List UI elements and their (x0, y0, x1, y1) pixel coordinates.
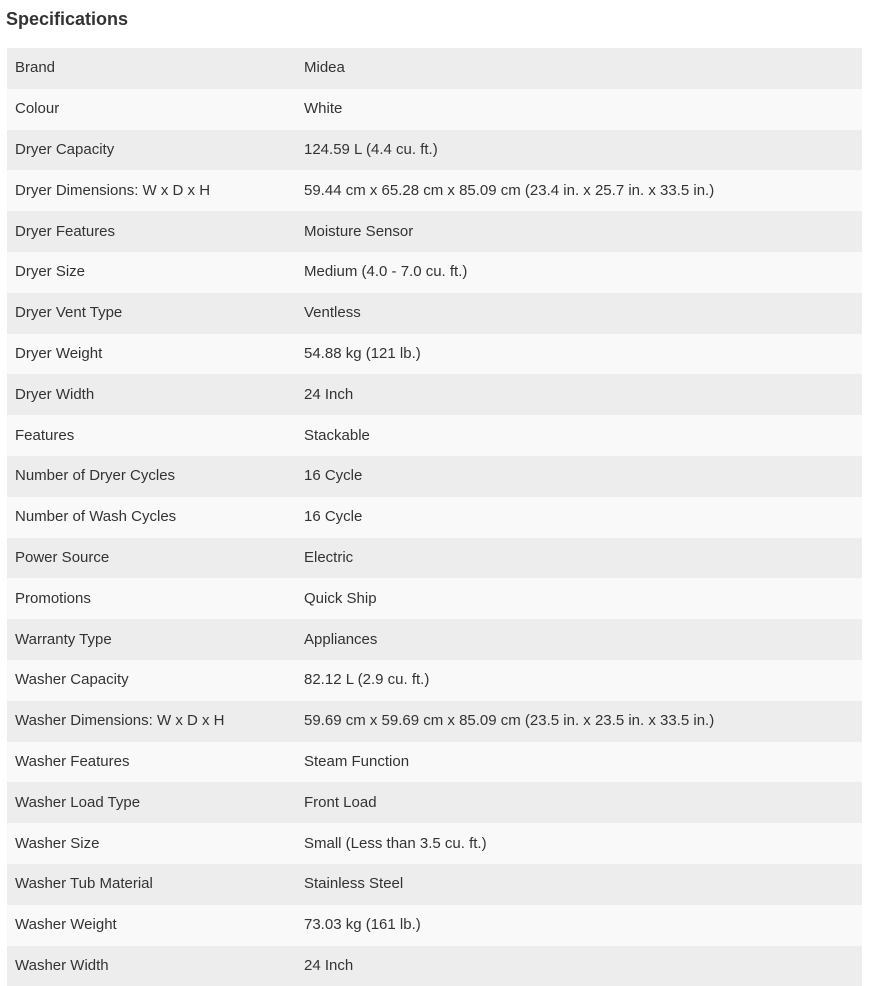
spec-label: Dryer Weight (15, 344, 103, 362)
spec-value: Electric (304, 548, 354, 566)
spec-row-dryer-vent-type (7, 293, 862, 334)
spec-label: Features (15, 426, 75, 444)
specifications-table (7, 48, 862, 986)
spec-row-dryer-features (7, 211, 862, 252)
spec-row-dryer-size (7, 252, 862, 293)
spec-row-washer-capacity (7, 660, 862, 701)
spec-value: 73.03 kg (161 lb.) (304, 916, 421, 934)
specifications-table-body (7, 48, 862, 986)
spec-label: Dryer Features (15, 222, 116, 240)
spec-value: 16 Cycle (304, 467, 363, 485)
spec-value: Steam Function (304, 752, 410, 770)
spec-label: Dryer Width (15, 385, 95, 403)
spec-value: Small (Less than 3.5 cu. ft.) (304, 834, 487, 852)
spec-value: White (304, 100, 343, 118)
spec-row-warranty-type (7, 619, 862, 660)
specifications-heading: Specifications (6, 9, 129, 29)
spec-label: Washer Features (15, 752, 130, 770)
spec-label: Promotions (15, 589, 91, 607)
spec-label: Brand (15, 59, 56, 77)
spec-label: Number of Dryer Cycles (15, 467, 176, 485)
spec-row-washer-width (7, 946, 862, 986)
spec-label: Dryer Size (15, 263, 86, 281)
spec-row-washer-load-type (7, 782, 862, 823)
spec-row-dryer-capacity (7, 130, 862, 171)
spec-label: Washer Capacity (15, 671, 129, 689)
spec-label: Dryer Dimensions: W x D x H (15, 181, 211, 199)
spec-row-washer-dimensions (7, 701, 862, 742)
spec-value: 24 Inch (304, 385, 354, 403)
spec-value: Quick Ship (304, 589, 377, 607)
spec-label: Washer Load Type (15, 793, 141, 811)
spec-label: Dryer Vent Type (15, 304, 123, 322)
spec-value: Stainless Steel (304, 875, 404, 893)
spec-row-features (7, 415, 862, 456)
spec-row-number-of-dryer-cycles (7, 456, 862, 497)
spec-label: Dryer Capacity (15, 140, 115, 158)
spec-value: 82.12 L (2.9 cu. ft.) (304, 671, 430, 689)
spec-label: Power Source (15, 548, 110, 566)
spec-value: 24 Inch (304, 956, 354, 974)
spec-value: Moisture Sensor (304, 222, 414, 240)
spec-row-power-source (7, 538, 862, 579)
spec-label: Number of Wash Cycles (15, 508, 177, 526)
spec-value: Ventless (304, 304, 361, 322)
spec-value: 54.88 kg (121 lb.) (304, 344, 421, 362)
spec-value: Stackable (304, 426, 370, 444)
spec-row-dryer-dimensions (7, 170, 862, 211)
spec-label: Warranty Type (15, 630, 112, 648)
spec-row-number-of-wash-cycles (7, 497, 862, 538)
spec-value: 124.59 L (4.4 cu. ft.) (304, 140, 438, 158)
spec-value: 59.44 cm x 65.28 cm x 85.09 cm (23.4 in. x 25.7 in. x 33.5 in.) (304, 181, 715, 199)
spec-row-promotions (7, 578, 862, 619)
spec-value: Appliances (304, 630, 378, 648)
spec-row-washer-size (7, 823, 862, 864)
spec-row-washer-weight (7, 905, 862, 946)
spec-value: Front Load (304, 793, 377, 811)
spec-row-dryer-weight (7, 334, 862, 375)
spec-label: Washer Width (15, 956, 109, 974)
spec-row-brand (7, 48, 862, 89)
spec-value: Medium (4.0 - 7.0 cu. ft.) (304, 263, 468, 281)
spec-label: Washer Dimensions: W x D x H (15, 712, 225, 730)
spec-row-colour (7, 89, 862, 130)
spec-value: 16 Cycle (304, 508, 363, 526)
spec-value: Midea (304, 59, 345, 77)
spec-value: 59.69 cm x 59.69 cm x 85.09 cm (23.5 in. x 23.5 in. x 33.5 in.) (304, 712, 715, 730)
spec-label: Washer Tub Material (15, 875, 153, 893)
spec-label: Washer Size (15, 834, 100, 852)
spec-label: Washer Weight (15, 916, 117, 934)
spec-row-washer-tub-material (7, 864, 862, 905)
spec-row-dryer-width (7, 374, 862, 415)
spec-row-washer-features (7, 742, 862, 783)
spec-label: Colour (15, 100, 60, 118)
